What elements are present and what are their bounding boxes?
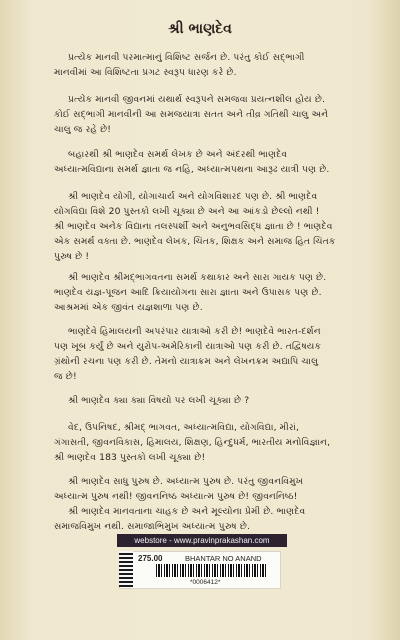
text-line: ભાણદેવે હિમાલયની અપરંપાર યાત્રાઓ કરી છે! ભાણદેવે ભારત-દર્શન bbox=[68, 326, 321, 337]
text-line: બહારથી શ્રી ભાણદેવ સમર્થ લેખક છે અને અંદરથી ભાણદેવ bbox=[68, 149, 288, 160]
page-title: શ્રી ભાણદેવ bbox=[168, 21, 232, 37]
text-line: પ્રત્યેક માનવી જીવનમાં યથાર્થ સ્વરૂપને સમજવા પ્રયત્નશીલ હોય છે. bbox=[68, 94, 326, 105]
text-line: ગંગાસતી, જીવનવિકાસ, હિમાલય, શિક્ષણ, હિન્દુધર્મ, ભારતીય મનોવિજ્ઞાન, bbox=[54, 437, 331, 448]
text-line: કોઈ સદ્ભાગી માનવીની આ સમજયાત્રા સતત અને તીવ્ર ગતિથી ચાલુ અને bbox=[54, 109, 329, 120]
text-line: વેદ, ઉપનિષદ, શ્રીમદ્ ભાગવત, અધ્યાત્મવિદ્યા, યોગવિદ્યા, મીરાં, bbox=[68, 422, 299, 433]
text-line: શ્રી ભાણદેવ શ્રીમદ્ભાગવતના સમર્થ કથાકાર અને સારા ગાયક પણ છે. bbox=[68, 272, 327, 283]
isbn-barcode-icon bbox=[119, 551, 133, 587]
paragraph-6 bbox=[54, 324, 354, 384]
text-line: શ્રી ભાણદેવ 183 પુસ્તકો લખી ચૂક્યા છે! bbox=[54, 452, 206, 463]
text-line: માનવીમાં આ વિશિષ્ટતા પ્રગટ સ્વરૂપ ધારણ કરે છે. bbox=[54, 67, 237, 78]
paragraph-4 bbox=[54, 189, 354, 264]
text-line: પણ ખૂબ કર્યું છે અને યુરોપ-અમેરિકાની યાત્રાઓ પણ કરી છે. તદ્વિષયક bbox=[54, 341, 322, 352]
paragraph-1 bbox=[54, 50, 354, 80]
text-line: ચાલુ જ રહે છે! bbox=[54, 124, 112, 135]
text-line: સમાજવિમુખ નથી. સમાજાભિમુખ અધ્યાત્મ પુરુષ છે. bbox=[54, 521, 251, 532]
text-line: શ્રી ભાણદેવ માનવતાના ચાહક છે અને મૂલ્યોના પ્રેમી છે. ભાણદેવ bbox=[68, 506, 306, 517]
text-line: શ્રી ભાણદેવ યોગી, યોગાચાર્ય અને યોગવિશારદ પણ છે. શ્રી ભાણદેવ bbox=[68, 191, 318, 202]
text-line: શ્રી ભાણદેવ સાધુ પુરુષ છે. અધ્યાત્મ પુરુષ છે. પરંતુ જીવનવિમુખ bbox=[68, 476, 304, 487]
text-line: એક સમર્થ વક્તા છે. ભાણદેવ લેખક, ચિંતક, શિક્ષક અને સમાજ હિત ચિંતક bbox=[54, 236, 336, 247]
paragraph-5 bbox=[54, 270, 354, 315]
text-line: શ્રી ભાણદેવ ક્યા ક્યા વિષયો પર લખી ચૂક્યા છે ? bbox=[68, 395, 250, 406]
text-line: પ્રત્યેક માનવી પરમાત્માનું વિશિષ્ટ સર્જન છે. પરંતુ કોઈ સદ્ભાગી bbox=[68, 52, 305, 63]
text-line: આશ્રમમાં એક જીવંત યજ્ઞશાળા પણ છે. bbox=[54, 302, 203, 313]
paragraph-3 bbox=[54, 147, 354, 177]
text-line: ભાણદેવ યજ્ઞ-પૂજન આદિ ક્રિયાયોગના સારા જ્ઞાતા અને ઉપાસક પણ છે. bbox=[54, 287, 322, 298]
text-line: અધ્યાત્મવિદ્યાના સમર્થ જ્ઞાતા જ નહિ, અધ્યાત્મપથના આરૂઢ યાત્રી પણ છે. bbox=[54, 164, 330, 175]
paragraph-10 bbox=[54, 504, 354, 534]
text-line: ગ્રંથોની રચના પણ કરી છે. તેમનો યાત્રાક્રમ અને લેખનક્રમ અદ્યાપિ ચાલુ bbox=[54, 356, 319, 367]
barcode-icon bbox=[156, 564, 266, 577]
paragraph-8 bbox=[54, 420, 354, 465]
webstore-banner: webstore - www.pravinprakashan.com bbox=[117, 534, 287, 547]
price-barcode-label bbox=[119, 551, 281, 589]
paragraph-2 bbox=[54, 92, 354, 137]
text-line: પુરુષ છે ! bbox=[54, 251, 90, 262]
book-name-text: BHANTAR NO ANAND bbox=[185, 554, 262, 563]
text-line: શ્રી ભાણદેવ અનેક વિદ્યાના તલસ્પર્શી અને અનુભવસિદ્ધ જ્ઞાતા છે ! ભાણદેવ bbox=[54, 221, 333, 232]
barcode-code-text: *0006412* bbox=[190, 579, 221, 586]
text-line: જ છે! bbox=[54, 371, 77, 382]
price-text: 275.00 bbox=[138, 554, 163, 563]
text-line: યોગવિદ્યા વિશે 20 પુસ્તકો લખી ચૂક્યા છે અને આ આંકડો છેલ્લો નથી ! bbox=[54, 206, 320, 217]
text-line: અધ્યાત્મ પુરુષ નથી! જીવનનિષ્ઠ અધ્યાત્મ પુરુષ છે! જીવનનિષ્ઠ! bbox=[54, 491, 298, 502]
paragraph-9 bbox=[54, 474, 354, 504]
paragraph-7 bbox=[54, 393, 354, 408]
